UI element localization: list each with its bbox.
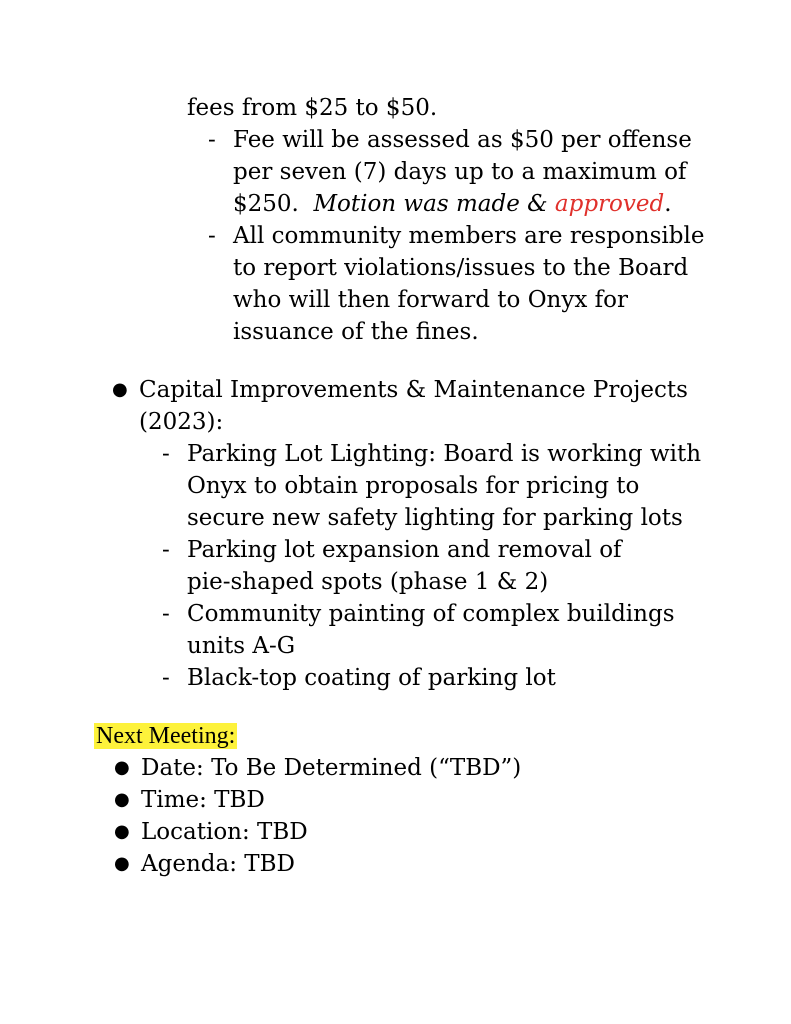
- fee-item-line: All community members are responsible: [233, 223, 705, 249]
- next-meeting-heading: [94, 720, 237, 752]
- capital-item-line: Parking Lot Lighting: Board is working with: [187, 441, 702, 467]
- fee-item-line-motion: [233, 188, 692, 220]
- capital-item-line: Onyx to obtain proposals for pricing to: [187, 473, 640, 499]
- meeting-detail-text: Time: TBD: [141, 787, 265, 813]
- bullet-icon: ●: [112, 379, 128, 400]
- meeting-detail-text: Agenda: TBD: [141, 851, 295, 877]
- bullet-icon: ●: [114, 757, 130, 778]
- capital-item-line: Community painting of complex buildings: [187, 601, 675, 627]
- meeting-detail-text: Date: To Be Determined (“TBD”): [141, 755, 522, 781]
- bullet-icon: ●: [114, 789, 130, 810]
- fee-item-line: per seven (7) days up to a maximum of: [233, 159, 687, 185]
- capital-heading-line: Capital Improvements & Maintenance Projects: [139, 377, 688, 403]
- capital-item-line: Parking lot expansion and removal of: [187, 537, 622, 563]
- next-meeting-highlight: Next Meeting:: [96, 723, 236, 749]
- capital-item-line: secure new safety lighting for parking lots: [187, 505, 683, 531]
- capital-heading-line: (2023):: [139, 409, 224, 435]
- continued-fee-line: fees from $25 to $50.: [187, 95, 438, 121]
- fee-item-line: issuance of the fines.: [233, 319, 479, 345]
- dash-marker: -: [162, 441, 170, 467]
- fee-item-line: to report violations/issues to the Board: [233, 255, 689, 281]
- period-text: .: [664, 191, 672, 217]
- meeting-detail-text: Location: TBD: [141, 819, 308, 845]
- dash-marker: -: [208, 127, 216, 153]
- capital-item-line: units A-G: [187, 633, 296, 659]
- capital-item-line: Black-top coating of parking lot: [187, 665, 556, 691]
- bullet-icon: ●: [114, 853, 130, 874]
- approved-text: approved: [554, 191, 665, 217]
- fee-item-line: Fee will be assessed as $50 per offense: [233, 127, 692, 153]
- motion-text: Motion was made &: [313, 191, 555, 217]
- dash-marker: -: [162, 601, 170, 627]
- dash-marker: -: [208, 223, 216, 249]
- dash-marker: -: [162, 665, 170, 691]
- fee-item-line: who will then forward to Onyx for: [233, 287, 628, 313]
- capital-item-line: pie-shaped spots (phase 1 & 2): [187, 569, 549, 595]
- bullet-icon: ●: [114, 821, 130, 842]
- dash-marker: -: [162, 537, 170, 563]
- fee-amount-text: $250.: [233, 191, 314, 217]
